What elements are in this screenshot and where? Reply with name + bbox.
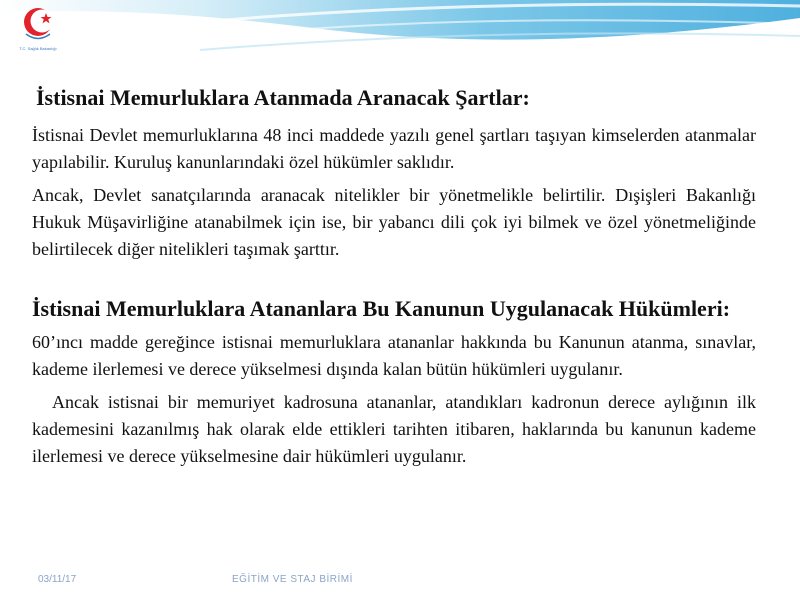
slide-content — [32, 84, 756, 476]
footer-unit-name: EĞİTİM VE STAJ BİRİMİ — [232, 574, 353, 585]
header-banner — [0, 0, 800, 70]
footer-date: 03/11/17 — [38, 574, 77, 585]
ministry-logo — [6, 4, 70, 74]
section1-title: İstisnai Memurluklara Atanmada Aranacak Şartlar: — [36, 85, 530, 110]
section2-paragraph-1: 60’ıncı madde gereğince istisnai memurluklara atananlar hakkında bu Kanunun atanma, sınavlar, kademe ilerlemesi ve derece yükselmesi dışında kalan bütün hükümleri uygulanır. — [32, 332, 756, 379]
crescent-star-icon — [6, 4, 70, 46]
logo-text: T.C. Sağlık Bakanlığı — [19, 46, 57, 51]
section2-title: İstisnai Memurluklara Atananlara Bu Kanunun Uygulanacak Hükümleri: — [32, 296, 731, 321]
section2-paragraph-2: Ancak istisnai bir memuriyet kadrosuna atananlar, atandıkları kadronun derece aylığının ilk kademesini kazanılmış hak olarak elde ettikleri tarihten itibaren, haklarında bu kanunun kademe ilerlemesi ve derece yükselmesine dair hükümleri uygulanır. — [32, 392, 756, 466]
section1-paragraph-1: İstisnai Devlet memurluklarına 48 inci maddede yazılı genel şartları taşıyan kimselerden atanmalar yapılabilir. Kuruluş kanunlarındaki özel hükümler saklıdır. — [32, 125, 756, 172]
section1-paragraph-2: Ancak, Devlet sanatçılarında aranacak nitelikler bir yönetmelikle belirtilir. Dışişleri Bakanlığı Hukuk Müşavirliğine atanabilmek için ise, bir yabancı dili çok iyi bilmek ve özel yönetmeliğinde belirtilecek diğer nitelikleri taşımak şarttır. — [32, 185, 756, 259]
